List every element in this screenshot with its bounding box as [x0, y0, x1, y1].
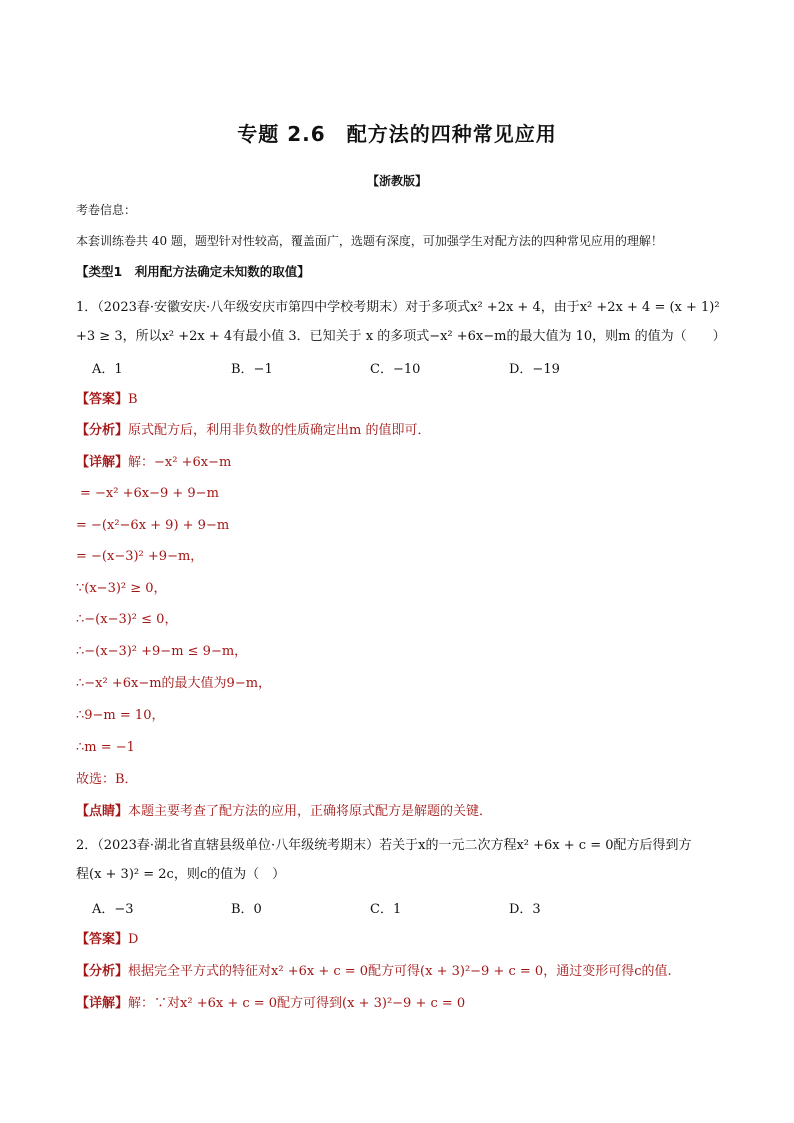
info-label: 考卷信息：	[76, 203, 137, 217]
answer-tag: 【答案】	[76, 932, 129, 947]
step-2: = −(x²−6x + 9) + 9−m	[76, 518, 230, 533]
step-8: ∴9−m = 10，	[76, 708, 165, 723]
question-2-line-2: 程(x + 3)² = 2c，则c的值为（ ）	[76, 867, 286, 882]
question-1-options	[92, 358, 648, 377]
answer-value: D	[128, 932, 139, 947]
analysis-tag: 【分析】	[76, 423, 129, 438]
option-b: B．0	[231, 902, 262, 917]
detail-tag: 【详解】	[76, 455, 129, 470]
detail-text: 解：∵对x² +6x + c = 0配方可得到(x + 3)²−9 + c = 0	[128, 996, 466, 1011]
question-2-line-1: 2．（2023春·湖北省直辖县级单位·八年级统考期末）若关于x的一元二次方程x² +6x + c = 0配方后得到方	[76, 838, 692, 853]
analysis-text: 原式配方后，利用非负数的性质确定出m 的值即可．	[128, 423, 431, 438]
edition-label: 【浙教版】	[366, 174, 427, 188]
step-9: ∴m = −1	[76, 740, 135, 755]
option-a: A．1	[92, 362, 123, 377]
analysis-tag: 【分析】	[76, 964, 129, 979]
analysis-row-2	[76, 962, 672, 982]
detail-first: 解：−x² +6x−m	[128, 455, 232, 470]
info-text: 本套训练卷共 40 题，题型针对性较高，覆盖面广，选题有深度，可加强学生对配方法的四种常见应用的理解！	[76, 234, 663, 248]
step-4: ∵(x−3)² ≥ 0，	[76, 581, 167, 596]
page-title: 专题 2.6 配方法的四种常见应用	[237, 122, 557, 146]
answer-tag: 【答案】	[76, 392, 129, 407]
answer-value: B	[128, 392, 138, 407]
question-1-line-1: 1．（2023春·安徽安庆·八年级安庆市第四中学校考期末）对于多项式x² +2x + 4，由于x² +2x + 4 = (x + 1)²	[76, 300, 720, 315]
option-c: C．−10	[370, 362, 421, 377]
comment-row	[76, 802, 492, 822]
step-5: ∴−(x−3)² ≤ 0，	[76, 612, 178, 627]
answer-row-2	[76, 930, 138, 950]
category-heading: 【类型1 利用配方法确定未知数的取值】	[76, 264, 310, 279]
detail-row	[76, 453, 231, 473]
analysis-text: 根据完全平方式的特征对x² +6x + c = 0配方可得(x + 3)²−9 + c = 0，通过变形可得c的值.	[128, 964, 672, 979]
option-c: C．1	[370, 902, 402, 917]
detail-tag: 【详解】	[76, 996, 129, 1011]
comment-text: 本题主要考查了配方法的应用，正确将原式配方是解题的关键．	[128, 804, 493, 819]
option-a: A．−3	[92, 902, 134, 917]
question-2-options	[92, 898, 648, 917]
choose-line: 故选：B．	[76, 772, 138, 787]
option-b: B．−1	[231, 362, 273, 377]
step-7: ∴−x² +6x−m的最大值为9−m，	[76, 676, 272, 691]
analysis-row	[76, 421, 430, 441]
step-3: = −(x−3)² +9−m，	[76, 549, 204, 564]
detail-row-2	[76, 994, 465, 1014]
question-1-line-2: +3 ≥ 3，所以x² +2x + 4有最小值 3．已知关于 x 的多项式−x² +6x−m的最大值为 10，则m 的值为（ ）	[76, 329, 726, 344]
step-6: ∴−(x−3)² +9−m ≤ 9−m，	[76, 644, 248, 659]
option-d: D．3	[509, 902, 541, 917]
step-1: = −x² +6x−9 + 9−m	[80, 486, 219, 501]
option-d: D．−19	[509, 362, 560, 377]
answer-row	[76, 390, 138, 410]
comment-tag: 【点睛】	[76, 804, 129, 819]
